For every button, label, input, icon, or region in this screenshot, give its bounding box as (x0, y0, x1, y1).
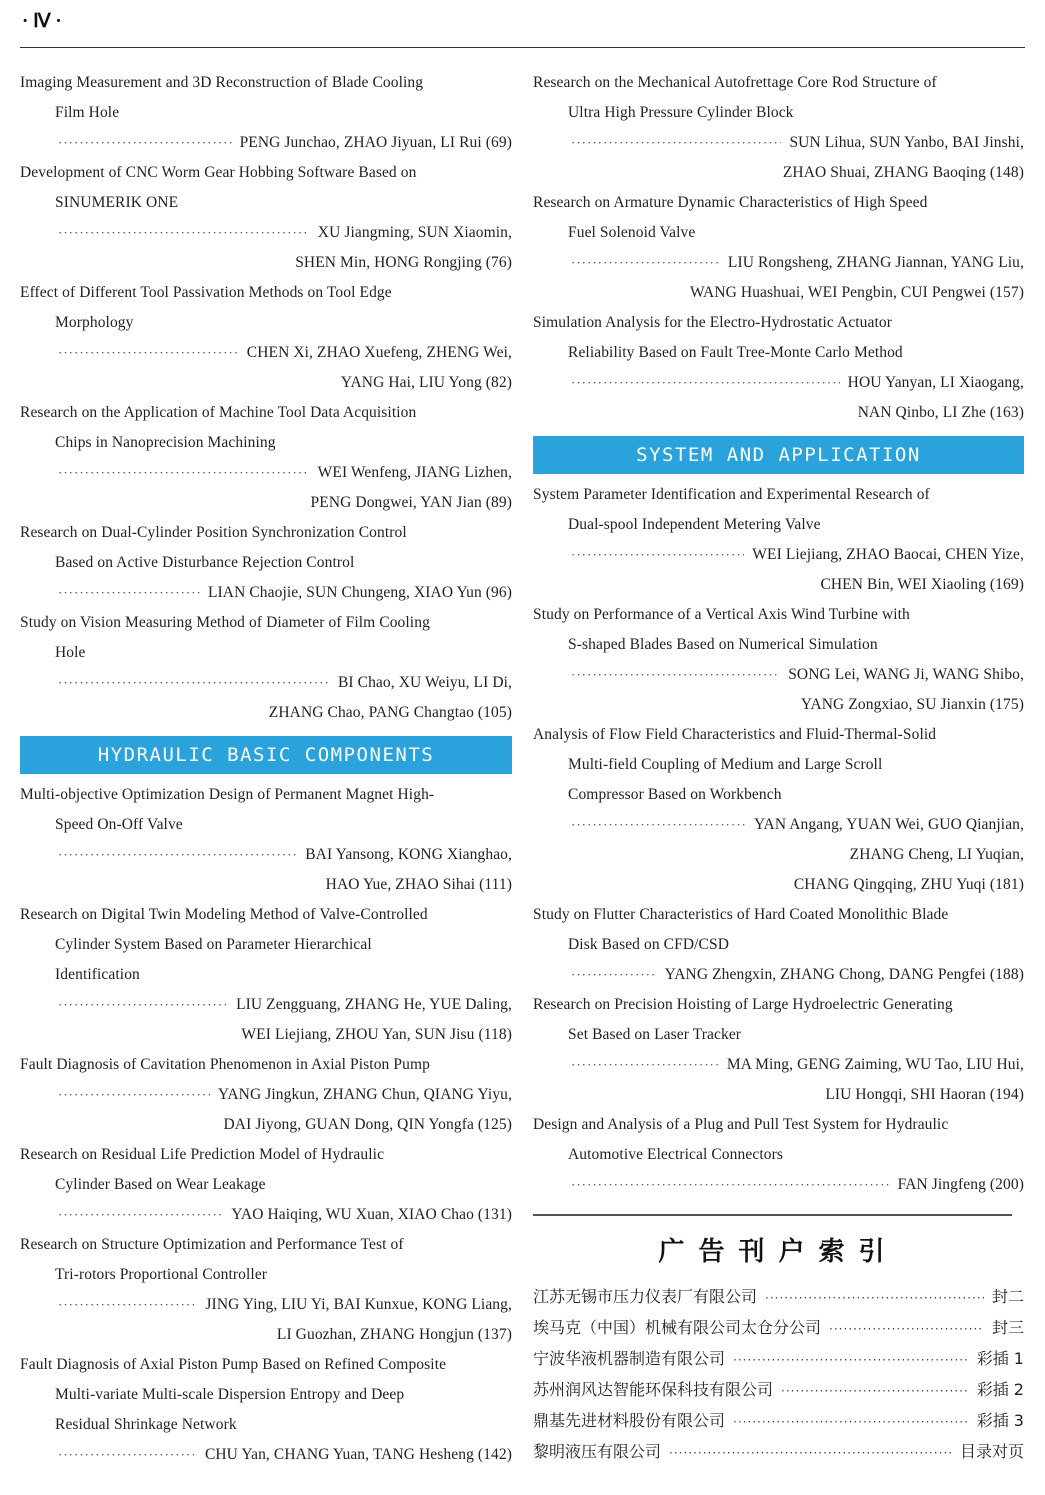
author-line (20, 338, 512, 368)
section-banner-system: SYSTEM AND APPLICATION (533, 436, 1024, 474)
article-authors: ZHANG Cheng, LI Yuqian, (849, 846, 1024, 863)
article-title: Fault Diagnosis of Axial Piston Pump Based on Refined Composite (20, 1356, 447, 1373)
article-authors: SUN Lihua, SUN Yanbo, BAI Jinshi, (789, 134, 1024, 151)
article-title: Fault Diagnosis of Cavitation Phenomenon in Axial Piston Pump (20, 1056, 430, 1073)
advertiser-name: 江苏无锡市压力仪表厂有限公司 (533, 1287, 758, 1306)
article-authors: CHEN Bin, WEI Xiaoling (169) (820, 576, 1024, 593)
advertiser-name: 苏州润风达智能环保科技有限公司 (533, 1380, 774, 1399)
dot-leader (58, 668, 330, 698)
toc-entry (533, 68, 1024, 188)
author-line (533, 368, 1024, 398)
article-authors: WEI Liejiang, ZHAO Baocai, CHEN Yize, (752, 546, 1024, 563)
dot-leader (58, 840, 297, 870)
header-rule (20, 47, 1025, 48)
ad-position: 目录对页 (959, 1442, 1024, 1461)
article-authors: CHANG Qingqing, ZHU Yuqi (181) (793, 876, 1024, 893)
ad-index-title: 广告刊户索引 (658, 1237, 899, 1267)
toc-entry (533, 480, 1024, 600)
dot-leader (58, 1290, 197, 1320)
dot-leader (571, 368, 840, 398)
author-line (20, 218, 512, 248)
article-authors: PENG Dongwei, YAN Jian (89) (310, 494, 512, 511)
author-line (533, 1050, 1024, 1080)
dot-leader (571, 248, 720, 278)
author-line (533, 128, 1024, 158)
dot-leader (571, 810, 746, 840)
dot-leader (571, 1050, 719, 1080)
toc-entry (20, 1050, 512, 1140)
article-authors: YANG Jingkun, ZHANG Chun, QIANG Yiyu, (217, 1086, 512, 1103)
article-authors: YANG Zongxiao, SU Jianxin (175) (800, 696, 1024, 713)
author-line (20, 1080, 512, 1110)
section-banner-hydraulic: HYDRAULIC BASIC COMPONENTS (20, 736, 512, 774)
article-authors: LIAN Chaojie, SUN Chungeng, XIAO Yun (96) (207, 584, 512, 601)
toc-entry (20, 900, 512, 1050)
article-title-continued: Morphology (55, 314, 134, 331)
article-authors: ZHAO Shuai, ZHANG Baoqing (148) (782, 164, 1024, 181)
article-title-continued: SINUMERIK ONE (55, 194, 179, 211)
toc-entry (20, 608, 512, 728)
article-title: Research on Dual-Cylinder Position Synchronization Control (20, 524, 407, 541)
article-title-continued: Chips in Nanoprecision Machining (55, 434, 276, 451)
toc-entry (533, 188, 1024, 308)
toc-entry (533, 720, 1024, 900)
article-title-continued: Set Based on Laser Tracker (568, 1026, 742, 1043)
article-authors: BAI Yansong, KONG Xianghao, (305, 846, 512, 863)
article-title-continued: Hole (55, 644, 86, 661)
article-authors: WEI Wenfeng, JIANG Lizhen, (317, 464, 512, 481)
toc-list (20, 68, 512, 728)
article-authors: LIU Hongqi, SHI Haoran (194) (825, 1086, 1024, 1103)
author-line (533, 540, 1024, 570)
dot-leader (58, 1080, 210, 1110)
article-title: Development of CNC Worm Gear Hobbing Software Based on (20, 164, 417, 181)
dot-leader (571, 540, 744, 570)
article-title-continued: Disk Based on CFD/CSD (568, 936, 729, 953)
toc-entry (20, 1140, 512, 1230)
article-authors: YAN Angang, YUAN Wei, GUO Qianjian, (753, 816, 1024, 833)
dot-leader (765, 1283, 984, 1313)
article-authors: PENG Junchao, ZHAO Jiyuan, LI Rui (69) (239, 134, 512, 151)
ad-index-row (533, 1344, 1024, 1375)
toc-entry (533, 990, 1024, 1110)
ad-position: 彩插 1 (976, 1349, 1024, 1368)
article-title: Research on the Application of Machine Tool Data Acquisition (20, 404, 417, 421)
author-line (533, 248, 1024, 278)
ad-index-row (533, 1406, 1024, 1437)
dot-leader (58, 218, 310, 248)
article-authors: NAN Qinbo, LI Zhe (163) (857, 404, 1024, 421)
article-title-continued: Compressor Based on Workbench (568, 786, 782, 803)
dot-leader (58, 458, 310, 488)
ad-position: 封二 (991, 1287, 1024, 1306)
article-title: Research on Armature Dynamic Characteristics of High Speed (533, 194, 928, 211)
article-authors: MA Ming, GENG Zaiming, WU Tao, LIU Hui, (726, 1056, 1024, 1073)
article-authors: LI Guozhan, ZHANG Hongjun (137) (276, 1326, 512, 1343)
article-title: Research on the Mechanical Autofrettage Core Rod Structure of (533, 74, 937, 91)
article-title-continued: Multi-field Coupling of Medium and Large Scroll (568, 756, 883, 773)
author-line (20, 1200, 512, 1230)
toc-list (533, 480, 1024, 1200)
dot-leader (571, 960, 657, 990)
dot-leader (58, 338, 239, 368)
toc-entry (20, 68, 512, 158)
dot-leader (733, 1407, 969, 1437)
article-authors: DAI Jiyong, GUAN Dong, QIN Yongfa (125) (223, 1116, 512, 1133)
author-line (533, 660, 1024, 690)
advertiser-name: 埃马克（中国）机械有限公司太仓分公司 (533, 1318, 822, 1337)
article-authors: FAN Jingfeng (200) (897, 1176, 1024, 1193)
author-line (533, 1170, 1024, 1200)
article-title: Multi-objective Optimization Design of Permanent Magnet High- (20, 786, 435, 803)
author-line (20, 1290, 512, 1320)
article-title: Effect of Different Tool Passivation Methods on Tool Edge (20, 284, 392, 301)
toc-entry (20, 518, 512, 608)
page-number: · Ⅳ · (22, 11, 62, 32)
article-authors: XU Jiangming, SUN Xiaomin, (317, 224, 512, 241)
article-title: Design and Analysis of a Plug and Pull Test System for Hydraulic (533, 1116, 949, 1133)
article-title-continued: Speed On-Off Valve (55, 816, 183, 833)
author-line (20, 1440, 512, 1470)
dot-leader (58, 1200, 223, 1230)
toc-list (533, 68, 1024, 428)
article-authors: CHU Yan, CHANG Yuan, TANG Hesheng (142) (204, 1446, 512, 1463)
article-authors: SHEN Min, HONG Rongjing (76) (295, 254, 512, 271)
article-title: Imaging Measurement and 3D Reconstruction of Blade Cooling (20, 74, 424, 91)
author-line (533, 960, 1024, 990)
ad-index-row (533, 1313, 1024, 1344)
article-title-continued: Residual Shrinkage Network (55, 1416, 237, 1433)
article-title: Study on Flutter Characteristics of Hard Coated Monolithic Blade (533, 906, 949, 923)
article-title: Research on Structure Optimization and Performance Test of (20, 1236, 404, 1253)
author-line (533, 810, 1024, 840)
author-line (20, 128, 512, 158)
article-authors: YANG Hai, LIU Yong (82) (340, 374, 512, 391)
article-authors: WANG Huashuai, WEI Pengbin, CUI Pengwei (157) (690, 284, 1024, 301)
article-title-continued: Multi-variate Multi-scale Dispersion Entropy and Deep (55, 1386, 405, 1403)
ad-index-list (533, 1282, 1024, 1468)
dot-leader (733, 1345, 969, 1375)
article-title: Research on Precision Hoisting of Large Hydroelectric Generating (533, 996, 953, 1013)
ad-index-row (533, 1375, 1024, 1406)
toc-entry (533, 900, 1024, 990)
article-authors: SONG Lei, WANG Ji, WANG Shibo, (788, 666, 1024, 683)
ad-index-row (533, 1282, 1024, 1313)
advertiser-name: 鼎基先进材料股份有限公司 (533, 1411, 726, 1430)
author-line (20, 578, 512, 608)
ad-divider (533, 1214, 1012, 1216)
article-title: Research on Digital Twin Modeling Method of Valve-Controlled (20, 906, 428, 923)
article-title-continued: Ultra High Pressure Cylinder Block (568, 104, 794, 121)
article-authors: ZHANG Chao, PANG Changtao (105) (268, 704, 512, 721)
author-line (20, 458, 512, 488)
dot-leader (58, 128, 232, 158)
article-title-continued: Dual-spool Independent Metering Valve (568, 516, 821, 533)
article-authors: JING Ying, LIU Yi, BAI Kunxue, KONG Liang, (205, 1296, 512, 1313)
article-title-continued: Film Hole (55, 104, 120, 121)
article-authors: LIU Rongsheng, ZHANG Jiannan, YANG Liu, (727, 254, 1024, 271)
article-authors: HOU Yanyan, LI Xiaogang, (847, 374, 1024, 391)
article-title-continued: Based on Active Disturbance Rejection Control (55, 554, 355, 571)
article-title: Study on Performance of a Vertical Axis Wind Turbine with (533, 606, 910, 623)
article-authors: YAO Haiqing, WU Xuan, XIAO Chao (131) (231, 1206, 512, 1223)
dot-leader (669, 1438, 952, 1468)
toc-entry (533, 600, 1024, 720)
toc-entry (20, 1350, 512, 1470)
article-title: System Parameter Identification and Experimental Research of (533, 486, 930, 503)
dot-leader (571, 1170, 890, 1200)
ad-position: 封三 (991, 1318, 1024, 1337)
article-title-continued: Fuel Solenoid Valve (568, 224, 696, 241)
toc-entry (533, 1110, 1024, 1200)
article-title-continued: Identification (55, 966, 140, 983)
advertiser-name: 黎明液压有限公司 (533, 1442, 662, 1461)
article-title-continued: Reliability Based on Fault Tree-Monte Carlo Method (568, 344, 903, 361)
article-title-continued: Tri-rotors Proportional Controller (55, 1266, 268, 1283)
toc-entry (20, 278, 512, 398)
article-title-continued: Cylinder Based on Wear Leakage (55, 1176, 266, 1193)
ad-index-row (533, 1437, 1024, 1468)
ad-position: 彩插 3 (976, 1411, 1024, 1430)
author-line (20, 668, 512, 698)
dot-leader (571, 128, 781, 158)
dot-leader (829, 1314, 984, 1344)
dot-leader (781, 1376, 969, 1406)
article-authors: CHEN Xi, ZHAO Xuefeng, ZHENG Wei, (246, 344, 512, 361)
article-title: Research on Residual Life Prediction Model of Hydraulic (20, 1146, 385, 1163)
toc-entry (20, 398, 512, 518)
article-authors: HAO Yue, ZHAO Sihai (111) (325, 876, 512, 893)
toc-entry (20, 780, 512, 900)
author-line (20, 990, 512, 1020)
article-authors: LIU Zengguang, ZHANG He, YUE Daling, (236, 996, 512, 1013)
article-title: Study on Vision Measuring Method of Diameter of Film Cooling (20, 614, 430, 631)
article-title-continued: S-shaped Blades Based on Numerical Simulation (568, 636, 878, 653)
ad-position: 彩插 2 (976, 1380, 1024, 1399)
article-authors: BI Chao, XU Weiyu, LI Di, (337, 674, 512, 691)
article-title-continued: Automotive Electrical Connectors (568, 1146, 783, 1163)
toc-entry (533, 308, 1024, 428)
toc-entry (20, 158, 512, 278)
dot-leader (571, 660, 780, 690)
dot-leader (58, 1440, 197, 1470)
left-column (20, 68, 512, 1470)
article-authors: WEI Liejiang, ZHOU Yan, SUN Jisu (118) (241, 1026, 512, 1043)
right-column (533, 68, 1024, 1468)
article-title: Simulation Analysis for the Electro-Hydrostatic Actuator (533, 314, 893, 331)
article-title-continued: Cylinder System Based on Parameter Hierarchical (55, 936, 372, 953)
article-title: Analysis of Flow Field Characteristics and Fluid-Thermal-Solid (533, 726, 937, 743)
advertiser-name: 宁波华液机器制造有限公司 (533, 1349, 726, 1368)
dot-leader (58, 578, 200, 608)
dot-leader (58, 990, 228, 1020)
author-line (20, 840, 512, 870)
toc-entry (20, 1230, 512, 1350)
toc-list (20, 780, 512, 1470)
article-authors: YANG Zhengxin, ZHANG Chong, DANG Pengfei (188) (664, 966, 1024, 983)
